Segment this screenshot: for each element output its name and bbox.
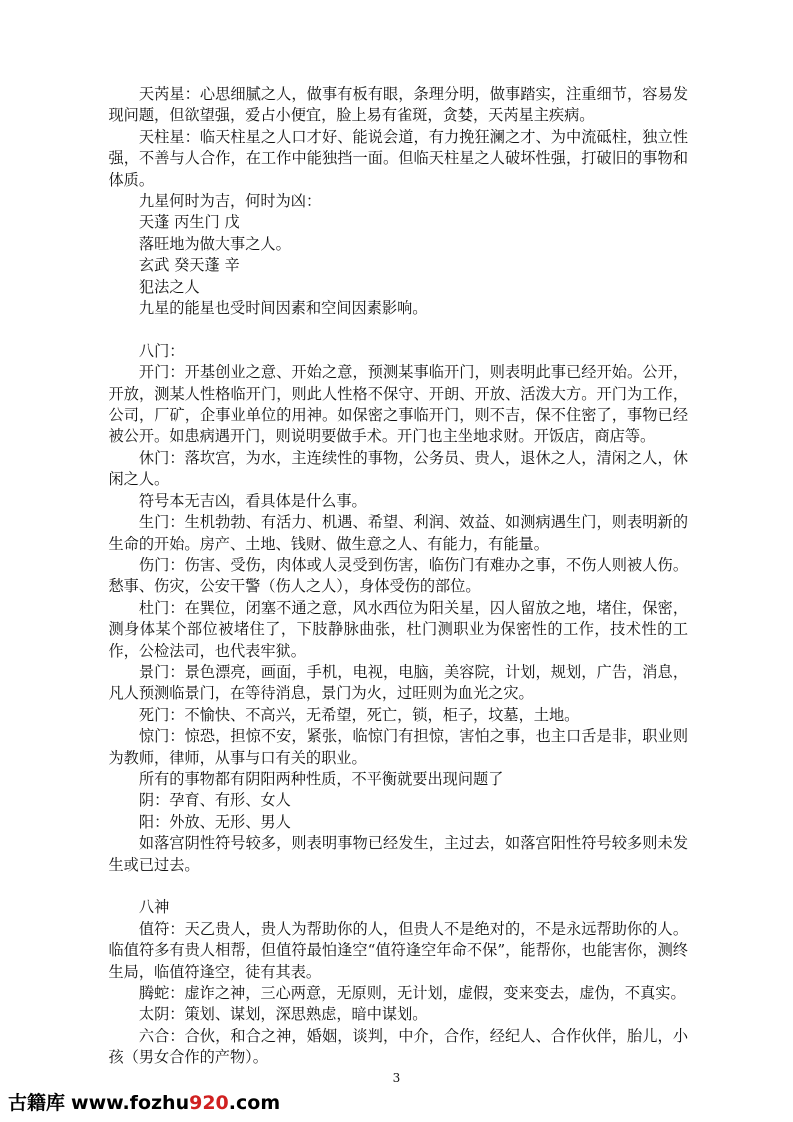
paragraph: 休门：落坎宫，为水，主连续性的事物，公务员、贵人，退休之人，清闲之人，休闲之人。 bbox=[108, 448, 688, 489]
paragraph: 太阴：策划、谋划，深思熟虑，暗中谋划。 bbox=[138, 1005, 428, 1024]
paragraph: 生门：生机勃勃、有活力、机遇、希望、利润、效益、如测病遇生门，则表明新的生命的开始。房产、土地、钱财、做生意之人、有能力，有能量。 bbox=[108, 513, 688, 553]
paragraph: 阳：外放、无形、男人 bbox=[138, 812, 291, 831]
watermark-url-prefix: www.fozhu bbox=[71, 1092, 190, 1114]
paragraph: 值符：天乙贵人，贵人为帮助你的人，但贵人不是绝对的，不是永远帮助你的人。临值符多有贵人相帮，但值符最怕逢空“值符逢空年命不保”，能帮你，也能害你，测终生局，临值符逢空，徒有其表。 bbox=[108, 919, 688, 981]
paragraph: 伤门：伤害、受伤，肉体或人灵受到伤害，临伤门有难办之事，不伤人则被人伤。愁事、伤灾，公安干警（伤人之人），身体受伤的部位。 bbox=[108, 555, 688, 596]
site-watermark[interactable] bbox=[8, 1088, 280, 1118]
paragraph: 所有的事物都有阴阳两种性质，不平衡就要出现问题了 bbox=[138, 769, 504, 788]
paragraph: 如落宫阴性符号较多，则表明事物已经发生，主过去，如落宫阳性符号较多则未发生或已过去。 bbox=[108, 834, 688, 874]
paragraph: 符号本无吉凶，看具体是什么事。 bbox=[138, 491, 367, 510]
paragraph: 惊门：惊恐，担惊不安，紧张，临惊门有担惊，害怕之事，也主口舌是非，职业则为教师，律师，从事与口有关的职业。 bbox=[108, 727, 688, 767]
paragraph: 杜门：在巽位，闭塞不通之意，风水西位为阳关星，囚人留放之地，堵住，保密，测身体某个部位被堵住了，下肢静脉曲张，杜门测职业为保密性的工作，技术性的工作，公检法司，也代表牢狱。 bbox=[108, 598, 688, 660]
paragraph: 落旺地为做大事之人。 bbox=[138, 234, 291, 253]
paragraph: 景门：景色漂亮，画面，手机，电视，电脑，美容院，计划，规划，广告，消息，凡人预测临景门，在等待消息，景门为火，过旺则为血光之灾。 bbox=[108, 662, 688, 703]
paragraph: 八门： bbox=[138, 341, 185, 360]
page-number: 3 bbox=[392, 1071, 401, 1085]
paragraph: 玄武 癸天蓬 辛 bbox=[138, 256, 240, 275]
paragraph: 死门：不愉快、不高兴，无希望，死亡，锁，柜子，坟墓，土地。 bbox=[138, 705, 580, 724]
paragraph: 天柱星：临天柱星之人口才好、能说会道，有力挽狂澜之才、为中流砥柱，独立性强，不善与人合作，在工作中能独挡一面。但临天柱星之人破坏性强，打破旧的事物和体质。 bbox=[108, 127, 688, 189]
paragraph: 天蓬 丙生门 戊 bbox=[138, 213, 240, 232]
watermark-url-suffix: .com bbox=[228, 1092, 281, 1114]
paragraph: 天芮星：心思细腻之人，做事有板有眼，条理分明，做事踏实，注重细节，容易发现问题，但欲望强，爱占小便宜，脸上易有雀斑，贪婪，天芮星主疾病。 bbox=[108, 85, 688, 125]
paragraph: 开门：开基创业之意、开始之意，预测某事临开门，则表明此事已经开始。公开，开放，测某人性格临开门，则此人性格不保守、开朗、开放、活泼大方。开门为工作，公司，厂矿，企事业单位的用神。如保密之事临开门，则不吉，保不住密了，事物已经被公开。如患病遇开门，则说明要做手术。开门也主坐地求财。开饭店，商店等。 bbox=[108, 363, 688, 446]
paragraph: 九星的能星也受时间因素和空间因素影响。 bbox=[138, 299, 428, 318]
paragraph: 腾蛇：虚诈之神，三心两意，无原则，无计划，虚假，变来变去，虚伪，不真实。 bbox=[138, 984, 686, 1003]
document-body bbox=[110, 84, 688, 1069]
paragraph: 八神 bbox=[138, 898, 170, 917]
paragraph: 犯法之人 bbox=[138, 277, 200, 296]
paragraph: 六合：合伙，和合之神，婚姻，谈判，中介，合作，经纪人、合作伙伴，胎儿，小孩（男女合作的产物）。 bbox=[108, 1026, 688, 1067]
watermark-url-number: 920 bbox=[189, 1092, 229, 1114]
paragraph: 阴：孕育、有形、女人 bbox=[138, 791, 291, 810]
watermark-library-label: 古籍库 bbox=[8, 1092, 66, 1114]
paragraph: 九星何时为吉，何时为凶： bbox=[138, 192, 322, 211]
